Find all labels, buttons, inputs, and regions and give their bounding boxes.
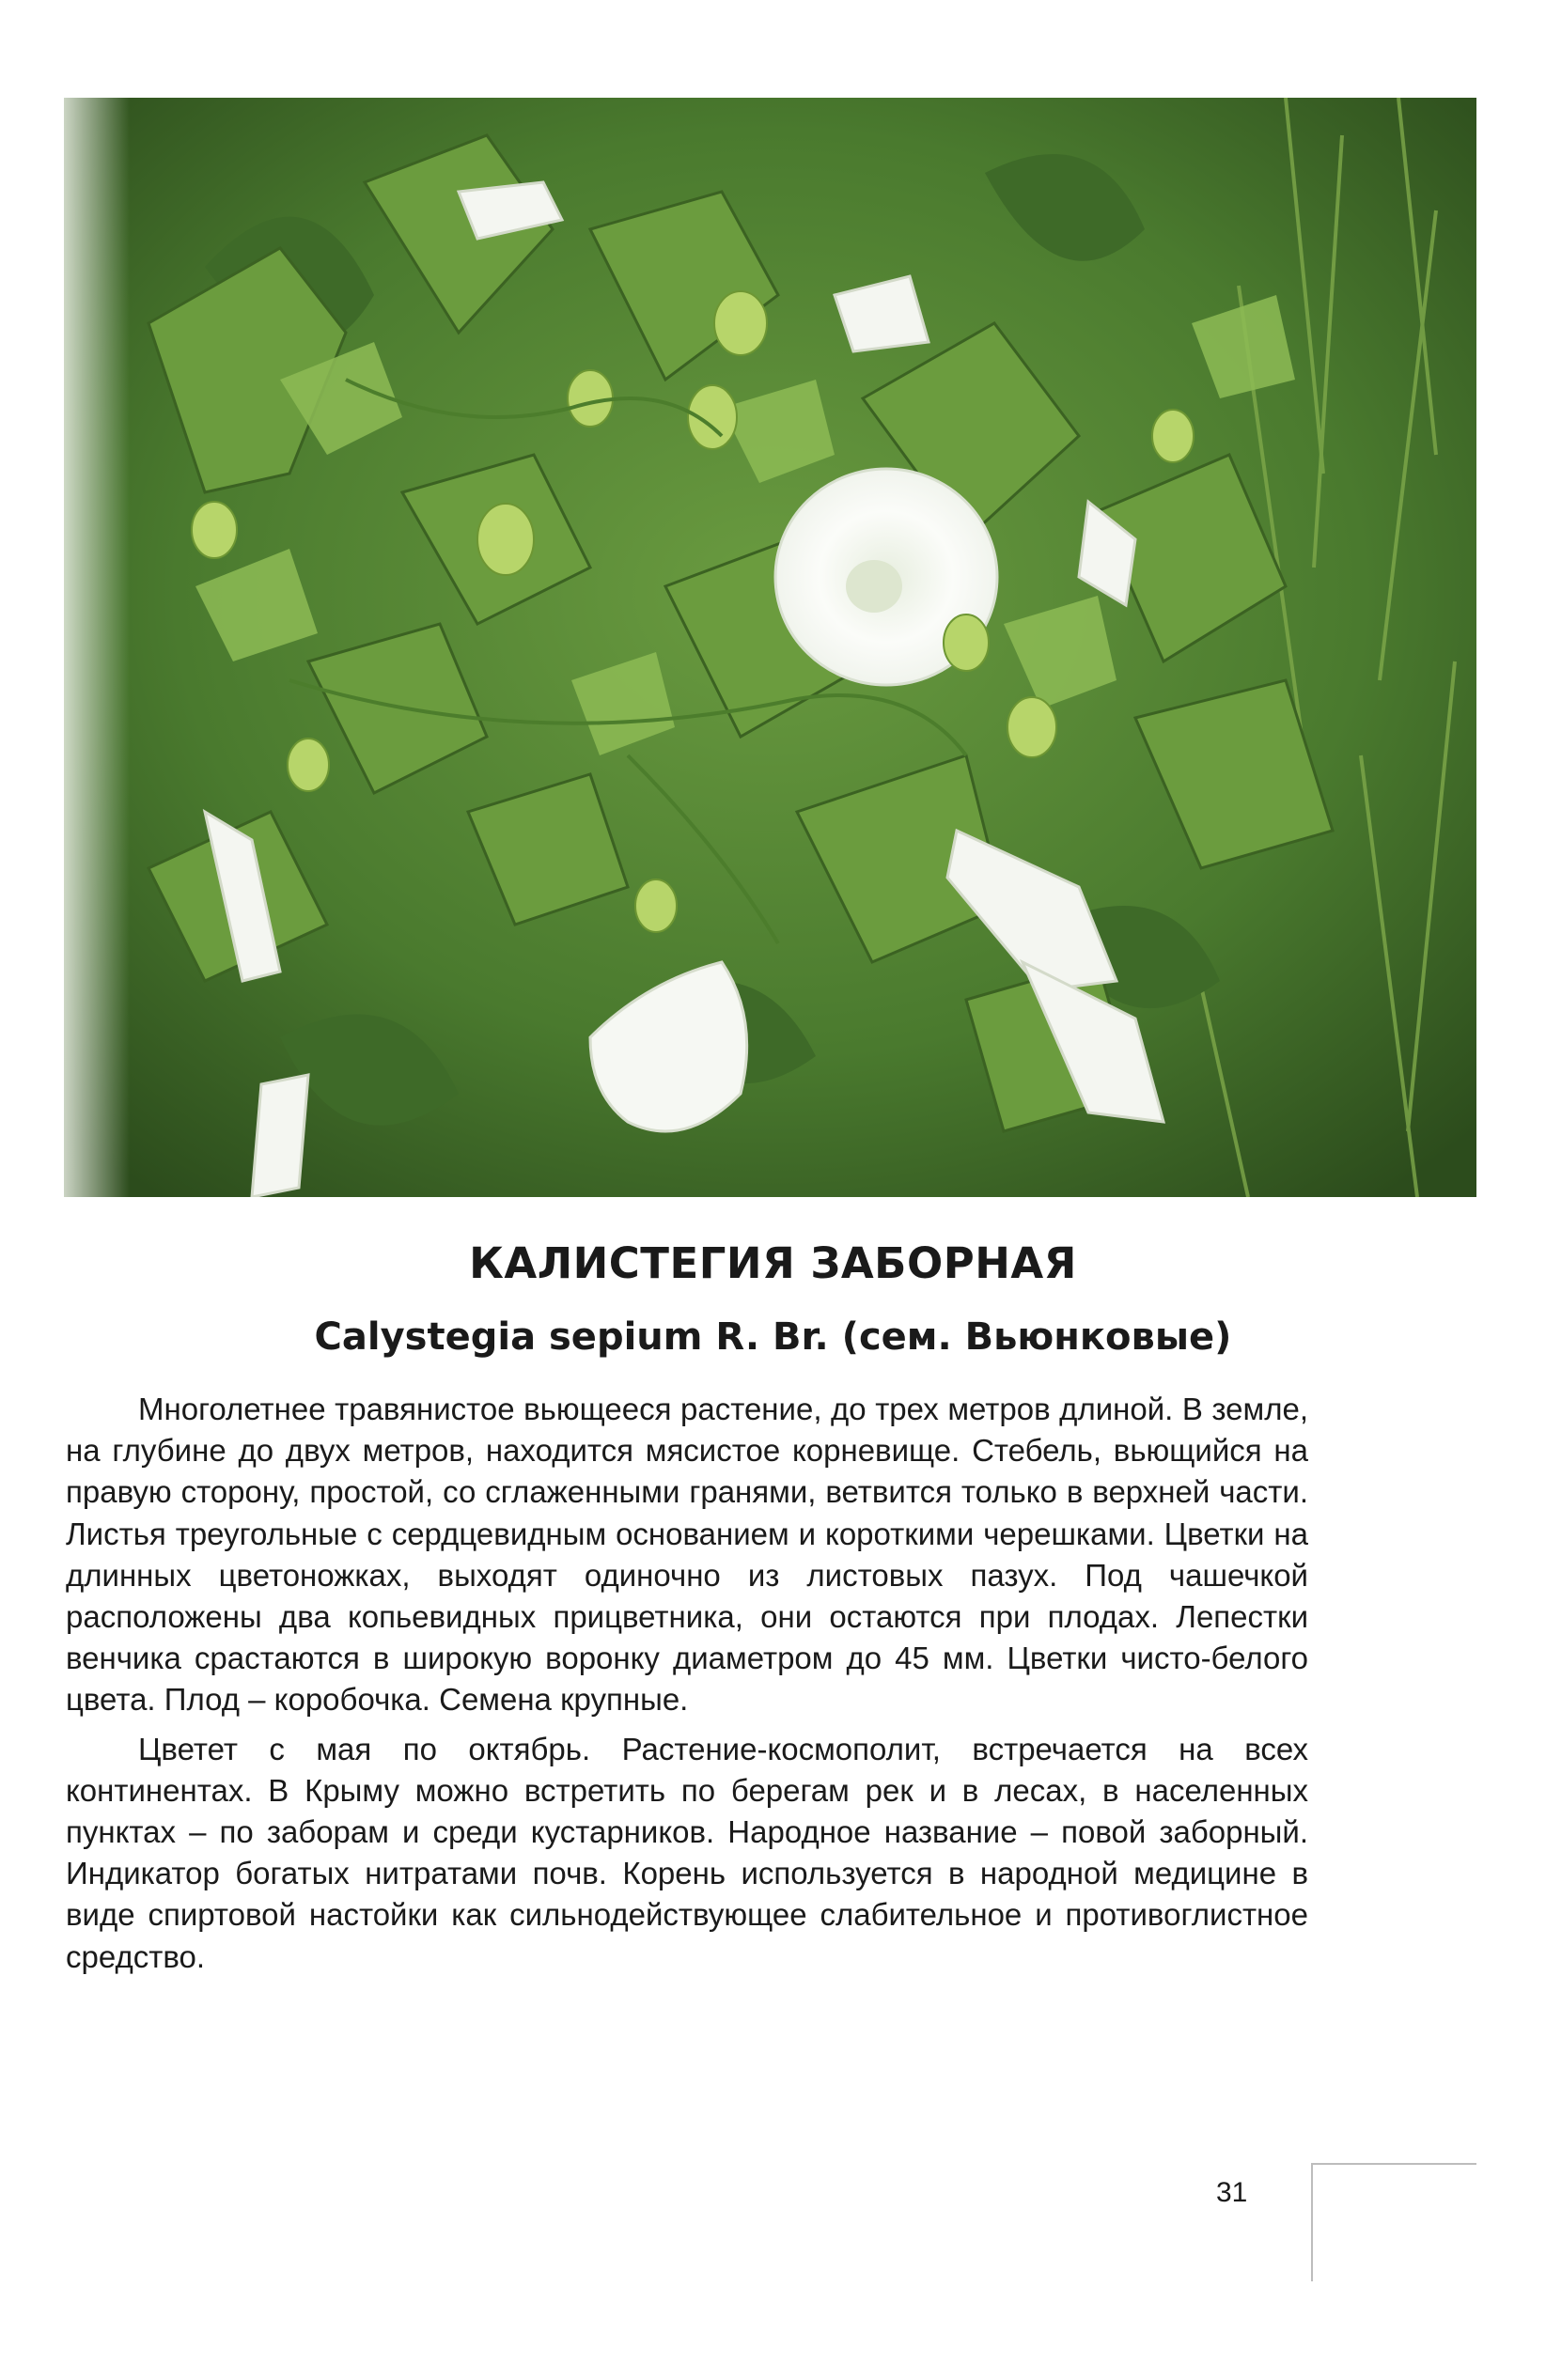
page-title: КАЛИСТЕГИЯ ЗАБОРНАЯ: [469, 1238, 1077, 1288]
page-number: 31: [1216, 2177, 1248, 2208]
description-text: [66, 1389, 1308, 1978]
description-paragraph: Цветет с мая по октябрь. Растение-космополит, встречается на всех континентах. В Крыму можно встретить по берегам рек и в лесах, в населенных пунктах – по заборам и среди кустарников. Народное название – повой заборный. Индикатор богатых нитратами почв. Корень используется в народной медицине в виде спиртовой настойки как сильнодействующее слабительное и противоглистное средство.: [66, 1731, 1308, 1974]
bindweed-photo-illustration: [64, 98, 1476, 1197]
corner-divider-vertical: [1311, 2163, 1313, 2281]
latin-name-subtitle: Calystegia sepium R. Br. (сем. Вьюнковые): [314, 1315, 1232, 1359]
description-paragraph: Многолетнее травянистое вьющееся растение, до трех метров длиной. В земле, на глубине до двух метров, находится мясистое корневище. Стебель, вьющийся на правую сторону, простой, со сглаженными гранями, ветвится только в верхней части. Листья треугольные с сердцевидным основанием и короткими черешками. Цветки на длинных цветоножках, выходят одиночно из листовых пазух. Под чашечкой расположены два копьевидных прицветника, они остаются при плодах. Лепестки венчика срастаются в широкую воронку диаметром до 45 мм. Цветки чисто-белого цвета. Плод – коробочка. Семена крупные.: [66, 1392, 1308, 1718]
corner-divider-horizontal: [1311, 2163, 1476, 2165]
plant-photo: [64, 98, 1476, 1197]
